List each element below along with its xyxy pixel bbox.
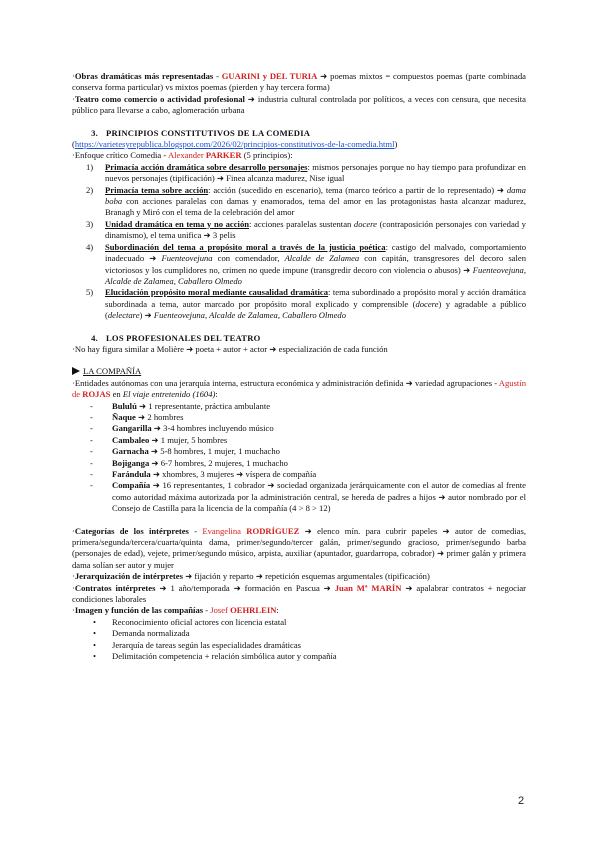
paragraph-categorias: ·Categorías de los intérpretes - Evangelina RODRÍGUEZ ➜ elenco mín. para cubrir papeles ➜ autor de comedias, primera/segunda/tercera/cuarta/quinta dama, primer/segundo/tercer galán, primer/segundo gracioso, primer/segundo barba (personajes de edad), vejete, primer/segundo músico, arpista, auxiliar (apuntador, guardarropa, cobrador) ➜ primer galán y primera dama solían ser autor y mujer bbox=[72, 525, 526, 570]
list-item: • Demanda normalizada bbox=[93, 628, 190, 639]
list-item: - Bojiganga ➜ 6-7 hombres, 2 mujeres, 1 muchacho bbox=[90, 457, 288, 468]
list-item: 4) Subordinación del tema a propósito moral a través de la justicia poética: castigo del malvado, comportamiento inadecuado ➜ Fuenteovejuna con comendador, Alcalde de Zalamea con capitán, transgresores del decoro salen victoriosos y los cumplidores no, crimen no quede impune (transgredir decoro con violencia o abusos) ➜ Fuenteovejuna, Alcalde de Zalamea, Caballero Olmedo bbox=[86, 241, 526, 286]
bullet-icon: • bbox=[93, 628, 97, 639]
list-item: 3) Unidad dramática en tema y no acción: acciones paralelas sustentan docere (contraposición personajes con variedad y dinamismo), el tema unifica ➜ 3 pelis bbox=[86, 218, 526, 241]
principles-list bbox=[72, 162, 526, 322]
page-number: 2 bbox=[518, 795, 525, 807]
paragraph-teatro-comercio: ·Teatro como comercio o actividad profesional ➜ industria cultural controlada por políticos, a veces con censura, que necesita público para llevarse a cabo, aglomeración urbana bbox=[72, 93, 526, 116]
author-name: Agustín de bbox=[72, 377, 526, 400]
paragraph-jerarquizacion: ·Jerarquización de intérpretes ➜ fijación y reparto ➜ repetición esquemas argumentales (tipificación) bbox=[72, 571, 430, 582]
author-name: ROJAS bbox=[82, 389, 111, 400]
author-name: Juan Mª MARÍN bbox=[334, 582, 402, 593]
company-types-list bbox=[72, 401, 526, 515]
blog-link[interactable]: https://varietesyrepublica.blogspot.com/2026/02/principios-constitutivos-de-la-comedia.html bbox=[74, 139, 395, 150]
list-item: • Delimitación competencia + relación simbólica autor y compañía bbox=[93, 651, 337, 662]
paragraph-contratos: ·Contratos intérpretes ➜ 1 año/temporada ➜ formación en Pascua ➜ Juan Mª MARÍN ➜ apalabrar contratos + negociar condiciones laborales bbox=[72, 582, 527, 605]
page-content bbox=[72, 71, 526, 663]
list-item: 1) Primacía acción dramática sobre desarrollo personajes: mismos personajes porque no hay tiempo para profundizar en nuevos personajes (tipificación) ➜ Finea alcanza madurez, Nise igual bbox=[86, 161, 526, 184]
arrowhead-bullet-icon bbox=[72, 367, 80, 375]
list-item: 2) Primacía tema sobre acción: acción (sucedido en escenario), tema (marco teórico a partir de lo representado) ➜ dama boba con acciones paralelas con damas y enamorados, tema del amor en las protagonistas hasta alcanzar madurez, Branagh y Miró con el tema de la celebración del amor bbox=[86, 184, 526, 218]
list-item: - Farándula ➜ xhombres, 3 mujeres ➜ víspera de compañía bbox=[90, 469, 317, 479]
bold-term: Teatro como comercio o actividad profesional bbox=[74, 93, 245, 104]
paragraph-enfoque-critico: ·Enfoque crítico Comedia - Alexander PARKER (5 principios): bbox=[72, 150, 293, 161]
oehrlein-list bbox=[72, 617, 526, 663]
list-item: - Ñaque ➜ 2 hombres bbox=[90, 411, 184, 422]
author-name: Josef bbox=[210, 605, 231, 616]
section-heading-profesionales: 4. LOS PROFESIONALES DEL TEATRO bbox=[91, 332, 261, 343]
bullet-icon: • bbox=[93, 616, 97, 627]
author-name: Evangelina bbox=[202, 525, 247, 536]
author-name: DEL TURIA bbox=[269, 71, 318, 81]
list-item: • Jerarquía de tareas según las especialidades dramáticas bbox=[93, 639, 301, 650]
list-item: - Bululú ➜ 1 representante, práctica ambulante bbox=[90, 400, 271, 411]
list-item: 5) Elucidación propósito moral mediante causalidad dramática: tema subordinado a propósito moral y acción dramática subordinada a tema, autor marcado por propósito moral explicado y comprensible (docere) y agradable a público (delectare) ➜ Fuenteovejuna, Alcalde de Zalamea, Caballero Olmedo bbox=[86, 287, 527, 321]
list-item: - Garnacha ➜ 5-8 hombres, 1 mujer, 1 muchacho bbox=[90, 446, 280, 457]
subsection-heading-compania: LA COMPAÑÍA bbox=[72, 366, 526, 377]
author-name: GUARINI bbox=[221, 71, 260, 81]
paragraph-no-hay-figura: ·No hay figura similar a Molière ➜ poeta + autor + actor ➜ especialización de cada función bbox=[72, 343, 388, 354]
author-name: Alexander bbox=[167, 150, 206, 161]
paragraph-entidades: ·Entidades autónomas con una jerarquía interna, estructura económica y administración definida ➜ variedad agrupaciones - Agustín de ROJAS en El viaje entretenido (1604): bbox=[72, 377, 526, 400]
author-name: RODRÍGUEZ bbox=[246, 525, 300, 536]
bold-term: Obras dramáticas más representadas bbox=[74, 71, 214, 81]
list-item: - Gangarilla ➜ 3-4 hombres incluyendo músico bbox=[90, 423, 274, 434]
author-name: PARKER bbox=[205, 150, 242, 161]
source-link-line: (https://varietesyrepublica.blogspot.com/2026/02/principios-constitutivos-de-la-comedia.html) bbox=[72, 139, 398, 150]
section-heading-principios: 3. PRINCIPIOS CONSTITUTIVOS DE LA COMEDIA bbox=[91, 127, 311, 138]
author-name: OEHRLEIN bbox=[230, 605, 277, 616]
bullet-icon: • bbox=[93, 639, 97, 650]
paragraph-imagen-funcion: ·Imagen y función de las compañías - Josef OEHRLEIN: bbox=[72, 605, 279, 616]
list-item: • Reconocimiento oficial actores con licencia estatal bbox=[93, 616, 287, 627]
list-item: - Cambaleo ➜ 1 mujer, 5 hombres bbox=[90, 434, 228, 445]
bullet-icon: • bbox=[93, 651, 97, 662]
list-item: - Compañía ➜ 16 representantes, 1 cobrador ➜ sociedad organizada jerárquicamente con el autor de comedias al frente como autoridad máxima autorizada por la administración central, se hereda de padres a hijos ➜ autor nombrado por el Consejo de Castilla para la licencia de la compañía (4 > 8 > 12) bbox=[90, 480, 526, 514]
paragraph-obras-representadas: ·Obras dramáticas más representadas - GUARINI y DEL TURIA ➜ poemas mixtos = compuestos poemas (parte combinada conserva forma particular) vs mixtos poemas (pierden y hay tercera forma) bbox=[72, 71, 526, 93]
